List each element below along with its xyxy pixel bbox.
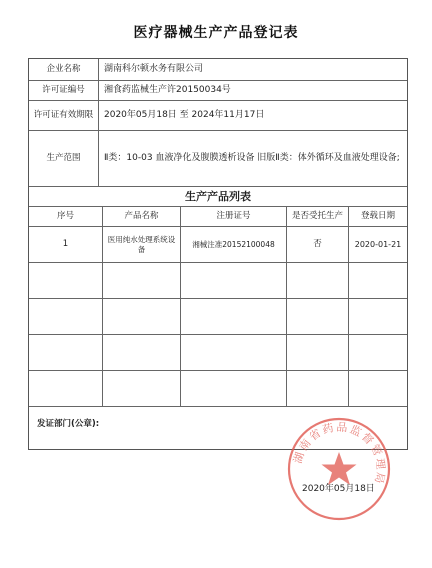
product-list-section xyxy=(29,187,407,207)
company-row xyxy=(29,59,407,81)
row-entrusted xyxy=(287,299,349,334)
row-product-name xyxy=(103,371,181,406)
row-registration-no xyxy=(181,263,287,298)
scope-value: Ⅱ类：10-03 血液净化及腹膜透析设备 旧版Ⅱ类：体外循环及血液处理设备; xyxy=(104,152,400,163)
row-registration-no: 湘械注准20152100048 xyxy=(181,227,287,262)
row-index xyxy=(29,263,103,298)
product-list-title: 生产产品列表 xyxy=(185,189,251,203)
header-index: 序号 xyxy=(29,207,103,226)
issue-date: 2020年05月18日 xyxy=(302,484,375,494)
row-entrusted: 否 xyxy=(287,227,349,262)
row-product-name xyxy=(103,299,181,334)
license-row xyxy=(29,81,407,101)
row-date: 2020-01-21 xyxy=(354,239,402,249)
row-entrusted xyxy=(287,371,349,406)
license-label: 许可证编号 xyxy=(29,81,99,100)
page-title: 医疗器械生产产品登记表 xyxy=(133,25,299,41)
scope-label: 生产范围 xyxy=(29,131,99,186)
header-date: 登载日期 xyxy=(360,211,395,222)
row-index xyxy=(29,371,103,406)
row-product-name xyxy=(103,263,181,298)
row-registration-no xyxy=(181,335,287,370)
product-table-header xyxy=(29,207,407,227)
company-value: 湖南科尔顿水务有限公司 xyxy=(104,63,204,74)
row-date xyxy=(349,263,407,298)
official-seal-icon xyxy=(286,416,392,522)
table-row xyxy=(29,227,407,263)
header-entrusted: 是否受托生产 xyxy=(287,207,349,226)
row-registration-no xyxy=(181,371,287,406)
row-index xyxy=(29,335,103,370)
header-product-name: 产品名称 xyxy=(103,207,181,226)
validity-value: 2020年05月18日 至 2024年11月17日 xyxy=(104,109,265,120)
row-entrusted xyxy=(287,335,349,370)
row-index: 1 xyxy=(29,227,103,262)
validity-label: 许可证有效期限 xyxy=(29,101,99,130)
table-row xyxy=(29,299,407,335)
issuer-label: 发证部门(公章): xyxy=(37,419,100,429)
license-value: 湘食药监械生产许20150034号 xyxy=(104,84,231,95)
row-index xyxy=(29,299,103,334)
row-entrusted xyxy=(287,263,349,298)
row-registration-no xyxy=(181,299,287,334)
scope-row xyxy=(29,131,407,187)
row-date xyxy=(349,299,407,334)
row-product-name xyxy=(103,335,181,370)
table-row xyxy=(29,263,407,299)
header-registration-no: 注册证号 xyxy=(181,207,287,226)
row-date xyxy=(349,371,407,406)
table-row xyxy=(29,335,407,371)
registration-form xyxy=(28,58,408,450)
row-product-name: 医用纯水处理系统设备 xyxy=(103,227,181,262)
company-label: 企业名称 xyxy=(29,59,99,80)
svg-text:湖南省药品监督管理局: 湖南省药品监督管理局 xyxy=(291,420,388,487)
row-date xyxy=(349,335,407,370)
table-row xyxy=(29,371,407,407)
validity-row xyxy=(29,101,407,131)
